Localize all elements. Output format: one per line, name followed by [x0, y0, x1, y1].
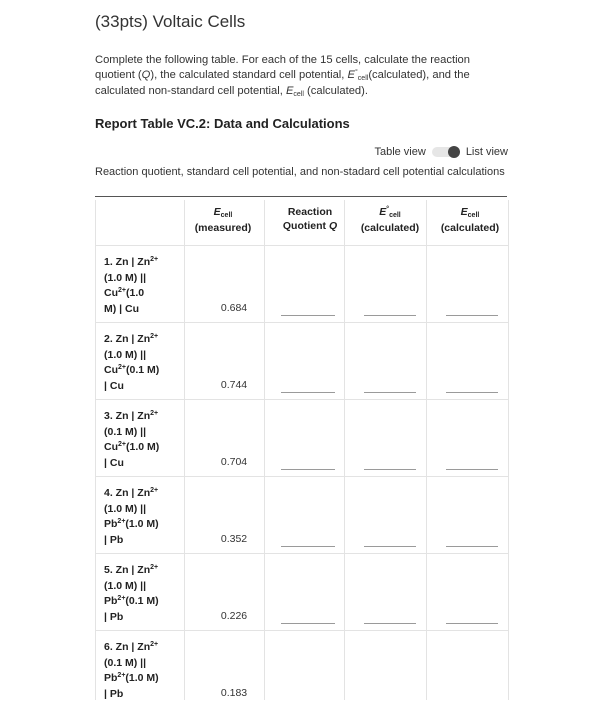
estd-input-1[interactable] [364, 315, 416, 316]
quotient-input-3[interactable] [281, 469, 335, 470]
report-table-title: Report Table VC.2: Data and Calculations [95, 116, 350, 131]
ecell-input-1[interactable] [446, 315, 498, 316]
col-standard [344, 200, 427, 700]
quotient-input-5[interactable] [281, 623, 335, 624]
table-caption: Reaction quotient, standard cell potential, and non-stadard cell potential calculations [95, 166, 505, 178]
caption-divider [95, 196, 507, 197]
measured-value-1: 0.684 [220, 302, 248, 314]
ecell-input-2[interactable] [446, 392, 498, 393]
measured-value-2: 0.744 [220, 379, 248, 391]
row-divider [96, 322, 508, 323]
row-divider [96, 245, 508, 246]
measured-value-5: 0.226 [220, 610, 248, 622]
col-nonstandard [426, 200, 509, 700]
header-e-standard-calculated: E°cell (calculated) [360, 206, 420, 234]
row-divider [96, 399, 508, 400]
header-ecell-calculated: Ecell (calculated) [440, 206, 500, 234]
header-ecell-measured: Ecell (measured) [194, 206, 252, 234]
cell-label-1: 1. Zn | $Zn^{2+}$ (1.0 M) || $Cu^{2+}(1.0$ M) | Cu [104, 256, 159, 315]
cell-label-2: 2. Zn | $Zn^{2+}$ (1.0 M) || $Cu^{2+}(0.1$ M) | Cu [104, 333, 160, 392]
cell-label-5: 5. Zn | $Zn^{2+}$ (1.0 M) || $Pb^{2+}(0.1$ M) | Pb [104, 564, 159, 623]
col-measured [184, 200, 265, 700]
page-title: (33pts) Voltaic Cells [95, 12, 246, 31]
estd-input-2[interactable] [364, 392, 416, 393]
quotient-input-4[interactable] [281, 546, 335, 547]
estd-input-3[interactable] [364, 469, 416, 470]
list-view-label[interactable]: List view [465, 146, 508, 158]
cell-label-3: 3. Zn | $Zn^{2+}$ (0.1 M) || $Cu^{2+}(1.0$ M) | Cu [104, 410, 160, 469]
ecell-input-5[interactable] [446, 623, 498, 624]
col-quotient [264, 200, 345, 700]
view-toggle-switch[interactable] [432, 147, 460, 157]
ecell-input-4[interactable] [446, 546, 498, 547]
measured-value-4: 0.352 [220, 533, 248, 545]
cell-label-6: 6. Zn | $Zn^{2+}$ (0.1 M) || $Pb^{2+}(1.0$ M) | Pb [104, 641, 159, 700]
estd-input-4[interactable] [364, 546, 416, 547]
view-toggle-row [374, 146, 508, 158]
quotient-input-1[interactable] [281, 315, 335, 316]
instructions [95, 53, 515, 100]
measured-value-6: 0.183 [220, 687, 248, 699]
measured-value-3: 0.704 [220, 456, 248, 468]
instructions-line-2: quotient (Q), the calculated standard cell potential, E°cell(calculated), and the [95, 69, 470, 82]
ecell-input-3[interactable] [446, 469, 498, 470]
estd-input-5[interactable] [364, 623, 416, 624]
toggle-knob [448, 146, 460, 158]
cell-label-4: 4. Zn | $Zn^{2+}$ (1.0 M) || $Pb^{2+}(1.0$ M) | Pb [104, 487, 159, 546]
instructions-line-1: Complete the following table. For each of the 15 cells, calculate the reaction [95, 54, 470, 66]
instructions-line-3: calculated non-standard cell potential, Ecell (calculated). [95, 85, 368, 98]
row-divider [96, 630, 508, 631]
quotient-input-2[interactable] [281, 392, 335, 393]
row-divider [96, 476, 508, 477]
table-view-label[interactable]: Table view [374, 146, 426, 158]
header-reaction-quotient: Reaction Quotient Q [282, 206, 338, 232]
row-divider [96, 553, 508, 554]
